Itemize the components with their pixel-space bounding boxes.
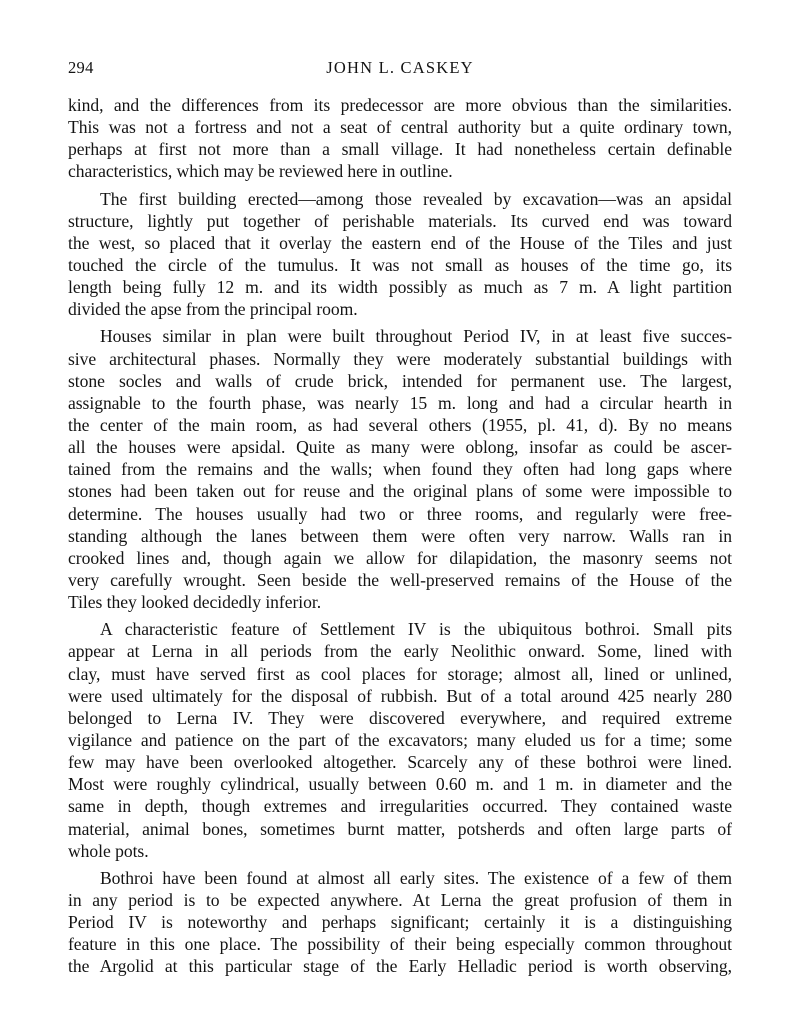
- text-line: the center of the main room, as had several others (1955, pl. 41, d). By no means: [68, 414, 732, 435]
- text-line: Most were roughly cylindrical, usually between 0.60 m. and 1 m. in diameter and the: [68, 774, 732, 795]
- text-line: same in depth, though extremes and irregularities occurred. They contained waste: [68, 796, 732, 817]
- text-line: determine. The houses usually had two or three rooms, and regularly were free-: [68, 503, 732, 524]
- text-line: length being fully 12 m. and its width possibly as much as 7 m. A light partition: [68, 277, 732, 298]
- text-line: Period IV is noteworthy and perhaps significant; certainly it is a distinguishing: [68, 912, 732, 933]
- text-line: clay, must have served first as cool places for storage; almost all, lined or unlined,: [68, 663, 732, 684]
- text-line: feature in this one place. The possibility of their being especially common throughout: [68, 934, 732, 955]
- text-line: tained from the remains and the walls; when found they often had long gaps where: [68, 459, 732, 480]
- text-line: The first building erected—among those revealed by excavation—was an apsidal: [100, 188, 732, 209]
- paragraph: [68, 94, 732, 183]
- text-line: A characteristic feature of Settlement IV is the ubiquitous bothroi. Small pits: [100, 619, 732, 640]
- paragraph: [68, 867, 732, 978]
- text-line: very carefully wrought. Seen beside the well-preserved remains of the House of the: [68, 569, 732, 590]
- text-line: were used ultimately for the disposal of rubbish. But of a total around 425 nearly 280: [68, 685, 732, 706]
- text-line: structure, lightly put together of perishable materials. Its curved end was toward: [68, 210, 732, 231]
- running-title-author: JOHN L. CASKEY: [326, 58, 474, 77]
- text-line: in any period is to be expected anywhere. At Lerna the great profusion of them in: [68, 889, 732, 910]
- page-number: 294: [68, 58, 94, 77]
- text-line: appear at Lerna in all periods from the early Neolithic onward. Some, lined with: [68, 641, 732, 662]
- text-line: whole pots.: [68, 840, 149, 861]
- text-line: material, animal bones, sometimes burnt matter, potsherds and often large parts of: [68, 818, 732, 839]
- text-line: the Argolid at this particular stage of the Early Helladic period is worth observing,: [68, 956, 732, 977]
- paragraph: [68, 325, 732, 613]
- text-line: This was not a fortress and not a seat of central authority but a quite ordinary town,: [68, 117, 732, 138]
- text-line: kind, and the differences from its predecessor are more obvious than the similarities.: [68, 95, 732, 115]
- text-line: standing although the lanes between them were often very narrow. Walls ran in: [68, 525, 732, 546]
- text-line: Bothroi have been found at almost all early sites. The existence of a few of them: [100, 867, 732, 888]
- paragraph: [68, 188, 732, 321]
- running-head: [68, 58, 732, 82]
- text-line: Houses similar in plan were built throughout Period IV, in at least five succes-: [100, 326, 732, 347]
- text-line: crooked lines and, though again we allow for dilapidation, the masonry seems not: [68, 547, 732, 568]
- text-line: sive architectural phases. Normally they were moderately substantial buildings with: [68, 348, 732, 369]
- text-line: all the houses were apsidal. Quite as many were oblong, insofar as could be ascer-: [68, 437, 732, 458]
- text-line: touched the circle of the tumulus. It was not small as houses of the time go, its: [68, 254, 732, 275]
- body-text: [68, 94, 732, 977]
- text-line: Tiles they looked decidedly inferior.: [68, 592, 322, 613]
- text-line: belonged to Lerna IV. They were discovered everywhere, and required extreme: [68, 707, 732, 728]
- text-line: stone socles and walls of crude brick, intended for permanent use. The largest,: [68, 370, 732, 391]
- text-line: divided the apse from the principal room.: [68, 299, 358, 320]
- text-line: characteristics, which may be reviewed here in outline.: [68, 161, 453, 182]
- text-line: vigilance and patience on the part of the excavators; many eluded us for a time; some: [68, 729, 732, 750]
- text-line: few may have been overlooked altogether. Scarcely any of these bothroi were lined.: [68, 752, 732, 773]
- text-line: stones had been taken out for reuse and the original plans of some were impossible to: [68, 481, 732, 502]
- text-line: the west, so placed that it overlay the eastern end of the House of the Tiles and just: [68, 232, 732, 253]
- paragraph: [68, 618, 732, 862]
- text-line: perhaps at first not more than a small village. It had nonetheless certain definable: [68, 139, 732, 160]
- text-line: assignable to the fourth phase, was nearly 15 m. long and had a circular hearth in: [68, 392, 732, 413]
